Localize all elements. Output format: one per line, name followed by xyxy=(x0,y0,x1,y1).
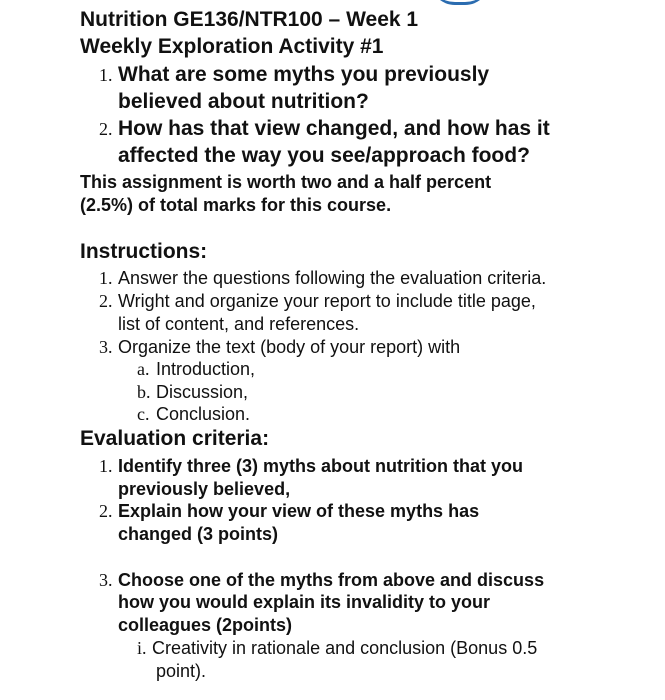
list-number: 1. xyxy=(99,268,113,288)
list-number: 3. xyxy=(99,337,113,357)
list-number: 3. xyxy=(99,570,113,590)
question-number: 2. xyxy=(99,119,113,139)
instruction-subitem: Conclusion. xyxy=(156,404,251,424)
question-text: How has that view changed, and how has it xyxy=(118,117,550,140)
instruction-item: Wright and organize your report to include title page, xyxy=(118,291,536,311)
list-number: 1. xyxy=(99,456,113,476)
question-text: affected the way you see/approach food? xyxy=(118,144,530,167)
instruction-subitem: Introduction, xyxy=(156,359,256,379)
sublist-letter: b. xyxy=(137,382,151,402)
question-text: believed about nutrition? xyxy=(118,90,369,113)
criteria-item: Choose one of the myths from above and discuss xyxy=(118,570,545,590)
instruction-subitem: Discussion, xyxy=(156,382,249,402)
question-number: 1. xyxy=(99,65,113,85)
criteria-item: how you would explain its invalidity to your xyxy=(118,592,491,612)
criteria-item: colleagues (2points) xyxy=(118,615,293,635)
grade-weight-note: This assignment is worth two and a half percent xyxy=(80,172,492,192)
criteria-subitem: point). xyxy=(156,661,207,681)
decorative-arc xyxy=(430,0,490,5)
document-title: Nutrition GE136/NTR100 – Week 1 xyxy=(80,8,419,31)
document-subtitle: Weekly Exploration Activity #1 xyxy=(80,35,384,58)
criteria-item: changed (3 points) xyxy=(118,524,279,544)
question-text: What are some myths you previously xyxy=(118,63,490,86)
list-number: 2. xyxy=(99,501,113,521)
criteria-item: Explain how your view of these myths has xyxy=(118,501,480,521)
list-number: 2. xyxy=(99,291,113,311)
sublist-letter: c. xyxy=(137,404,150,424)
sublist-roman: i. xyxy=(137,638,147,658)
instruction-item: list of content, and references. xyxy=(118,314,360,334)
criteria-subitem: Creativity in rationale and conclusion (Bonus 0.5 xyxy=(152,638,538,658)
criteria-item: Identify three (3) myths about nutrition that you xyxy=(118,456,523,476)
evaluation-heading: Evaluation criteria: xyxy=(80,427,270,450)
instruction-item: Organize the text (body of your report) with xyxy=(118,337,461,357)
criteria-item: previously believed, xyxy=(118,479,291,499)
instruction-item: Answer the questions following the evaluation criteria. xyxy=(118,268,547,288)
sublist-letter: a. xyxy=(137,359,150,379)
grade-weight-note: (2.5%) of total marks for this course. xyxy=(80,195,392,215)
instructions-heading: Instructions: xyxy=(80,240,208,263)
